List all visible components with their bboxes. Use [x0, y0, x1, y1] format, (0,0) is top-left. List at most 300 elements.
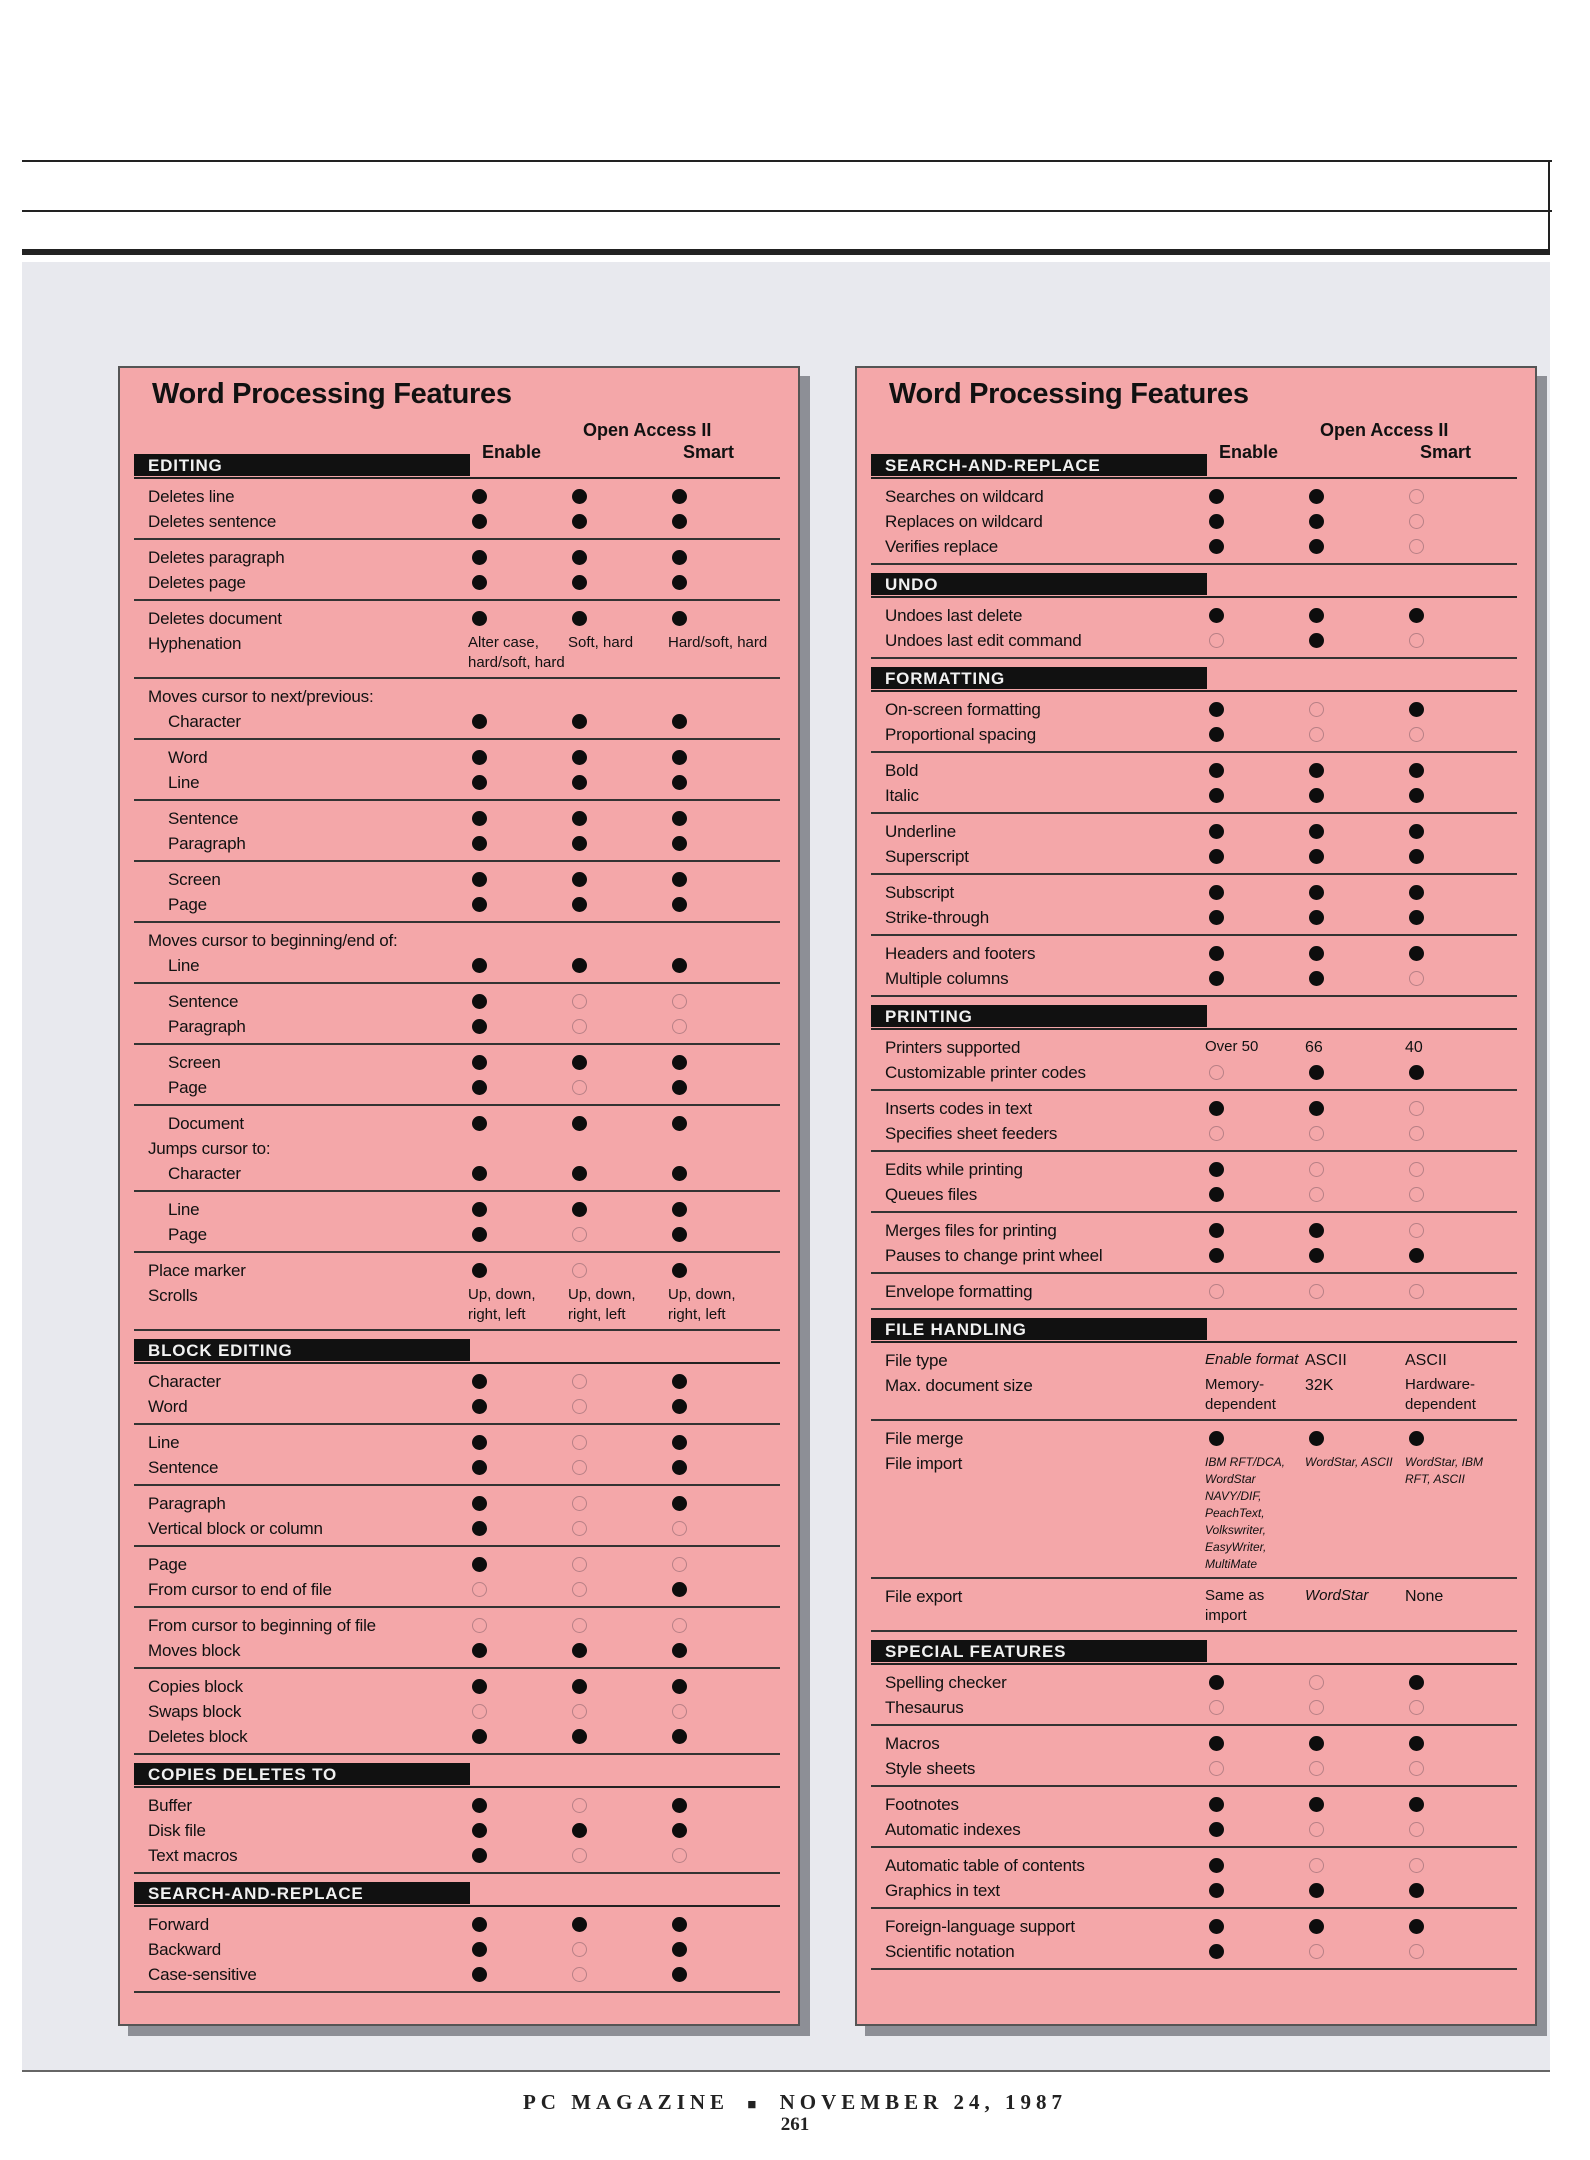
- filled-dot-icon: [672, 811, 687, 826]
- row-label: Moves cursor to next/previous:: [148, 687, 374, 706]
- value-cell: [1205, 1914, 1305, 1939]
- value-cell: [1205, 1182, 1305, 1207]
- filled-dot-icon: [1309, 489, 1324, 504]
- row-label: Page: [148, 1555, 187, 1574]
- row-label: Moves block: [148, 1641, 241, 1660]
- value-cell: [1305, 628, 1405, 653]
- table-row: [871, 880, 1517, 905]
- value-cell: [468, 831, 568, 856]
- column-header-smart: Smart: [1420, 442, 1472, 462]
- value-cell: [568, 1014, 668, 1039]
- table-row: [871, 1279, 1517, 1304]
- value-cell: [468, 1222, 568, 1247]
- row-group: [134, 1253, 780, 1331]
- empty-dot-icon: [1409, 1944, 1424, 1959]
- table-row: [134, 1937, 780, 1962]
- row-label: Line: [148, 1433, 180, 1452]
- filled-dot-icon: [1409, 1797, 1424, 1812]
- filled-dot-icon: [672, 1399, 687, 1414]
- filled-dot-icon: [672, 1435, 687, 1450]
- table-row: [871, 1348, 1517, 1373]
- value-cell: [1405, 1695, 1505, 1720]
- row-group: [871, 1274, 1517, 1310]
- section-title: PRINTING: [871, 1005, 1207, 1027]
- row-label: Underline: [885, 822, 956, 841]
- table-row: [134, 1197, 780, 1222]
- empty-dot-icon: [472, 1704, 487, 1719]
- row-label: Deletes sentence: [148, 512, 277, 531]
- value-cell: [568, 1050, 668, 1075]
- value-cell: [1205, 1243, 1305, 1268]
- value-cell: [568, 1674, 668, 1699]
- value-cell: [668, 1552, 768, 1577]
- filled-dot-icon: [672, 872, 687, 887]
- table-row: [871, 1218, 1517, 1243]
- row-label: Printers supported: [885, 1038, 1021, 1057]
- value-cell: [468, 1394, 568, 1419]
- value-cell: [668, 1577, 768, 1602]
- value-cell: [1405, 1878, 1505, 1903]
- filled-dot-icon: [572, 1679, 587, 1694]
- value-blank: [568, 684, 668, 709]
- value-cell: [1305, 1731, 1405, 1756]
- value-cell: [568, 509, 668, 534]
- value-cell: [668, 1613, 768, 1638]
- filled-dot-icon: [672, 836, 687, 851]
- value-cell: [468, 1161, 568, 1186]
- table-title: Word Processing Features: [889, 378, 1249, 410]
- table-row: [871, 484, 1517, 509]
- section-title: COPIES DELETES TO: [134, 1763, 470, 1785]
- value-cell: [1305, 1853, 1405, 1878]
- filled-dot-icon: [572, 750, 587, 765]
- row-label: Copies block: [148, 1677, 243, 1696]
- table-row: [871, 1670, 1517, 1695]
- row-group: [871, 692, 1517, 753]
- value-cell: [668, 1699, 768, 1724]
- value-cell: [1305, 697, 1405, 722]
- section-title: SPECIAL FEATURES: [871, 1640, 1207, 1662]
- filled-dot-icon: [672, 1202, 687, 1217]
- row-label: Line: [168, 773, 200, 792]
- value-cell: [568, 1937, 668, 1962]
- value-cell: [1205, 1756, 1305, 1781]
- row-label: Line: [168, 1200, 200, 1219]
- empty-dot-icon: [1209, 1761, 1224, 1776]
- filled-dot-icon: [472, 1460, 487, 1475]
- table-row: [871, 1035, 1517, 1060]
- value-cell: [568, 867, 668, 892]
- value-text: Up, down, right, left: [568, 1286, 636, 1323]
- filled-dot-icon: [472, 1798, 487, 1813]
- table-row: [134, 570, 780, 595]
- value-cell: [468, 606, 568, 631]
- value-cell: [568, 1430, 668, 1455]
- filled-dot-icon: [572, 1116, 587, 1131]
- table-row: [871, 1121, 1517, 1146]
- value-cell: [468, 989, 568, 1014]
- value-cell: [668, 745, 768, 770]
- empty-dot-icon: [572, 1618, 587, 1633]
- value-cell: [1205, 1060, 1305, 1085]
- empty-dot-icon: [1409, 1700, 1424, 1715]
- row-group: [134, 479, 780, 540]
- value-cell: [568, 1552, 668, 1577]
- table-row: [871, 697, 1517, 722]
- value-cell: [468, 953, 568, 978]
- value-cell: [568, 1394, 668, 1419]
- value-cell: [1405, 1817, 1505, 1842]
- table-row: [134, 1491, 780, 1516]
- empty-dot-icon: [1309, 1162, 1324, 1177]
- filled-dot-icon: [1309, 971, 1324, 986]
- value-blank: [468, 928, 568, 953]
- row-label: Vertical block or column: [148, 1519, 323, 1538]
- value-cell: [668, 892, 768, 917]
- empty-dot-icon: [572, 1967, 587, 1982]
- value-cell: [1305, 1792, 1405, 1817]
- value-blank: [468, 684, 568, 709]
- filled-dot-icon: [1209, 1944, 1224, 1959]
- filled-dot-icon: [1209, 849, 1224, 864]
- filled-dot-icon: [672, 1729, 687, 1744]
- value-cell: [568, 545, 668, 570]
- value-cell: [668, 1937, 768, 1962]
- row-label: On-screen formatting: [885, 700, 1041, 719]
- value-cell: [668, 1516, 768, 1541]
- filled-dot-icon: [572, 575, 587, 590]
- value-cell: [468, 1674, 568, 1699]
- value-cell: [1405, 534, 1505, 559]
- filled-dot-icon: [572, 1166, 587, 1181]
- value-cell: [668, 953, 768, 978]
- row-group: [871, 479, 1517, 565]
- value-cell: [1205, 1939, 1305, 1964]
- row-group: [134, 601, 780, 679]
- empty-dot-icon: [1309, 1700, 1324, 1715]
- filled-dot-icon: [572, 872, 587, 887]
- value-cell: [668, 1369, 768, 1394]
- table-row: [134, 709, 780, 734]
- row-label: Place marker: [148, 1261, 246, 1280]
- table-row: [134, 806, 780, 831]
- table-left: [118, 366, 800, 2026]
- column-header-smart: Smart: [683, 442, 735, 462]
- column-header-open-access-l1: Open Access II: [583, 420, 712, 440]
- row-label: Hyphenation: [148, 634, 242, 653]
- filled-dot-icon: [1309, 885, 1324, 900]
- filled-dot-icon: [572, 836, 587, 851]
- row-group: [871, 598, 1517, 659]
- value-cell: [1205, 905, 1305, 930]
- row-group: [134, 740, 780, 801]
- row-label: Scientific notation: [885, 1942, 1015, 1961]
- value-text: Hardware-dependent: [1405, 1376, 1476, 1413]
- value-cell: [568, 1613, 668, 1638]
- footer-date: NOVEMBER 24, 1987: [779, 2090, 1068, 2114]
- value-cell: [668, 867, 768, 892]
- row-label: Automatic table of contents: [885, 1856, 1085, 1875]
- value-cell: [1405, 966, 1505, 991]
- table-row: [134, 1912, 780, 1937]
- value-cell: [1305, 1670, 1405, 1695]
- filled-dot-icon: [1209, 885, 1224, 900]
- row-label: Case-sensitive: [148, 1965, 257, 1984]
- empty-dot-icon: [1409, 514, 1424, 529]
- filled-dot-icon: [672, 1917, 687, 1932]
- row-label: Envelope formatting: [885, 1282, 1033, 1301]
- table-row: [134, 545, 780, 570]
- value-cell: [1205, 1426, 1305, 1451]
- filled-dot-icon: [572, 1643, 587, 1658]
- value-cell: [1305, 1121, 1405, 1146]
- filled-dot-icon: [1209, 727, 1224, 742]
- empty-dot-icon: [1209, 1700, 1224, 1715]
- filled-dot-icon: [472, 1166, 487, 1181]
- value-cell: [568, 745, 668, 770]
- value-cell: [568, 1818, 668, 1843]
- table-row: [871, 1878, 1517, 1903]
- empty-dot-icon: [572, 1227, 587, 1242]
- empty-dot-icon: [1209, 1126, 1224, 1141]
- filled-dot-icon: [572, 714, 587, 729]
- filled-dot-icon: [1209, 608, 1224, 623]
- value-cell: [568, 1491, 668, 1516]
- section-title: FORMATTING: [871, 667, 1207, 689]
- filled-dot-icon: [572, 1729, 587, 1744]
- row-label: Buffer: [148, 1796, 192, 1815]
- value-cell: [568, 806, 668, 831]
- row-label: Paragraph: [168, 834, 246, 853]
- filled-dot-icon: [572, 1202, 587, 1217]
- empty-dot-icon: [572, 1374, 587, 1389]
- row-group: [134, 540, 780, 601]
- filled-dot-icon: [472, 550, 487, 565]
- empty-dot-icon: [1409, 489, 1424, 504]
- value-cell: [668, 1394, 768, 1419]
- row-label: Queues files: [885, 1185, 978, 1204]
- value-cell: [1205, 844, 1305, 869]
- table-row: [871, 1157, 1517, 1182]
- empty-dot-icon: [1409, 1126, 1424, 1141]
- empty-dot-icon: [572, 1435, 587, 1450]
- value-cell: [468, 745, 568, 770]
- value-cell: [468, 1491, 568, 1516]
- row-label: Forward: [148, 1915, 209, 1934]
- filled-dot-icon: [1309, 1883, 1324, 1898]
- filled-dot-icon: [472, 1080, 487, 1095]
- filled-dot-icon: [472, 994, 487, 1009]
- value-cell: [1405, 1243, 1505, 1268]
- value-cell: [1205, 1218, 1305, 1243]
- row-label: Subscript: [885, 883, 955, 902]
- table-row: [871, 1792, 1517, 1817]
- filled-dot-icon: [1209, 702, 1224, 717]
- value-cell: [568, 1962, 668, 1987]
- table-row: [134, 1699, 780, 1724]
- value-cell: [1405, 1182, 1505, 1207]
- table-row: [871, 966, 1517, 991]
- filled-dot-icon: [1309, 633, 1324, 648]
- section-header: [871, 1640, 1517, 1665]
- empty-dot-icon: [1309, 727, 1324, 742]
- value-cell: [1405, 1939, 1505, 1964]
- filled-dot-icon: [672, 1374, 687, 1389]
- column-header-open-access-l1: Open Access II: [1320, 420, 1449, 440]
- value-cell: [1305, 1157, 1405, 1182]
- table-row: [134, 928, 780, 953]
- filled-dot-icon: [672, 1166, 687, 1181]
- value-cell: [468, 484, 568, 509]
- row-label: Page: [168, 895, 207, 914]
- value-text: ASCII: [1305, 1352, 1347, 1369]
- filled-dot-icon: [1409, 885, 1424, 900]
- row-label: Headers and footers: [885, 944, 1036, 963]
- row-label: Page: [168, 1078, 207, 1097]
- value-cell: [1405, 1792, 1505, 1817]
- filled-dot-icon: [672, 1679, 687, 1694]
- value-cell: [1205, 509, 1305, 534]
- filled-dot-icon: [472, 1055, 487, 1070]
- filled-dot-icon: [1309, 1431, 1324, 1446]
- filled-dot-icon: [472, 1399, 487, 1414]
- value-cell: [1205, 484, 1305, 509]
- empty-dot-icon: [572, 1496, 587, 1511]
- empty-dot-icon: [572, 1942, 587, 1957]
- filled-dot-icon: [472, 1942, 487, 1957]
- row-group: [871, 1909, 1517, 1970]
- value-cell: [1405, 880, 1505, 905]
- row-label: Pauses to change print wheel: [885, 1246, 1103, 1265]
- value-cell: [668, 989, 768, 1014]
- row-group: [871, 1579, 1517, 1632]
- row-group: [871, 1213, 1517, 1274]
- value-cell: [468, 545, 568, 570]
- value-cell: [468, 1197, 568, 1222]
- value-cell: [468, 1552, 568, 1577]
- filled-dot-icon: [1409, 849, 1424, 864]
- value-cell: [1205, 628, 1305, 653]
- empty-dot-icon: [572, 994, 587, 1009]
- value-cell: [1205, 880, 1305, 905]
- value-cell: [1205, 603, 1305, 628]
- section-header: [134, 1882, 780, 1907]
- filled-dot-icon: [472, 1729, 487, 1744]
- empty-dot-icon: [672, 1521, 687, 1536]
- filled-dot-icon: [472, 1227, 487, 1242]
- filled-dot-icon: [1309, 539, 1324, 554]
- row-label: Document: [168, 1114, 244, 1133]
- value-cell: [1305, 1218, 1405, 1243]
- value-cell: [1205, 1731, 1305, 1756]
- value-cell: [468, 1050, 568, 1075]
- table-row: [134, 1516, 780, 1541]
- value-cell: [668, 1818, 768, 1843]
- filled-dot-icon: [672, 1263, 687, 1278]
- row-label: Scrolls: [148, 1286, 198, 1305]
- value-cell: [568, 1161, 668, 1186]
- section-title: BLOCK EDITING: [134, 1339, 470, 1361]
- value-cell: [1305, 880, 1405, 905]
- top-rule-1: [22, 160, 1552, 162]
- filled-dot-icon: [472, 714, 487, 729]
- value-cell: [1205, 1878, 1305, 1903]
- section-title: UNDO: [871, 573, 1207, 595]
- row-label: Sentence: [168, 809, 239, 828]
- table-row: [871, 1243, 1517, 1268]
- row-label: Edits while printing: [885, 1160, 1023, 1179]
- value-cell: [668, 806, 768, 831]
- filled-dot-icon: [1209, 1162, 1224, 1177]
- value-text: IBM RFT/DCA, WordStar NAVY/DIF, PeachText, Volkswriter, EasyWriter, MultiMate: [1205, 1455, 1285, 1571]
- section-title: SEARCH-AND-REPLACE: [871, 454, 1207, 476]
- value-cell: [1205, 1279, 1305, 1304]
- table-row: [871, 1451, 1517, 1573]
- filled-dot-icon: [1209, 1675, 1224, 1690]
- value-cell: [468, 1724, 568, 1749]
- value-cell: [568, 1843, 668, 1868]
- row-label: Screen: [168, 1053, 221, 1072]
- empty-dot-icon: [1309, 1761, 1324, 1776]
- value-text: Alter case, hard/soft, hard: [468, 634, 565, 671]
- filled-dot-icon: [672, 1080, 687, 1095]
- filled-dot-icon: [572, 775, 587, 790]
- value-text: Hard/soft, hard: [668, 634, 768, 651]
- filled-dot-icon: [672, 1823, 687, 1838]
- value-cell: [468, 1075, 568, 1100]
- table-row: [134, 1674, 780, 1699]
- value-text: Memory-dependent: [1205, 1376, 1276, 1413]
- empty-dot-icon: [1209, 1284, 1224, 1299]
- value-cell: [1405, 941, 1505, 966]
- empty-dot-icon: [572, 1460, 587, 1475]
- filled-dot-icon: [672, 1116, 687, 1131]
- row-label: Graphics in text: [885, 1881, 1000, 1900]
- value-cell: [1405, 603, 1505, 628]
- table-row: [134, 1577, 780, 1602]
- row-group: [871, 875, 1517, 936]
- value-cell: [1305, 783, 1405, 808]
- row-group: [871, 1152, 1517, 1213]
- table-row: [871, 1695, 1517, 1720]
- filled-dot-icon: [1209, 514, 1224, 529]
- filled-dot-icon: [1409, 1675, 1424, 1690]
- table-row: [134, 1075, 780, 1100]
- empty-dot-icon: [1409, 971, 1424, 986]
- filled-dot-icon: [472, 611, 487, 626]
- table-row: [871, 1817, 1517, 1842]
- value-cell: [568, 484, 668, 509]
- value-cell: [1205, 941, 1305, 966]
- column-header-enable: Enable: [1219, 442, 1279, 462]
- value-cell: [668, 1014, 768, 1039]
- row-label: Proportional spacing: [885, 725, 1036, 744]
- filled-dot-icon: [672, 1967, 687, 1982]
- empty-dot-icon: [672, 994, 687, 1009]
- row-group: [134, 923, 780, 984]
- row-label: Page: [168, 1225, 207, 1244]
- empty-dot-icon: [572, 1019, 587, 1034]
- filled-dot-icon: [1209, 1431, 1224, 1446]
- table-row: [134, 1793, 780, 1818]
- value-text: 40: [1405, 1039, 1423, 1056]
- filled-dot-icon: [672, 611, 687, 626]
- filled-dot-icon: [1409, 1919, 1424, 1934]
- value-cell: [1205, 1792, 1305, 1817]
- section-title: SEARCH-AND-REPLACE: [134, 1882, 470, 1904]
- value-cell: [668, 509, 768, 534]
- empty-dot-icon: [1409, 1223, 1424, 1238]
